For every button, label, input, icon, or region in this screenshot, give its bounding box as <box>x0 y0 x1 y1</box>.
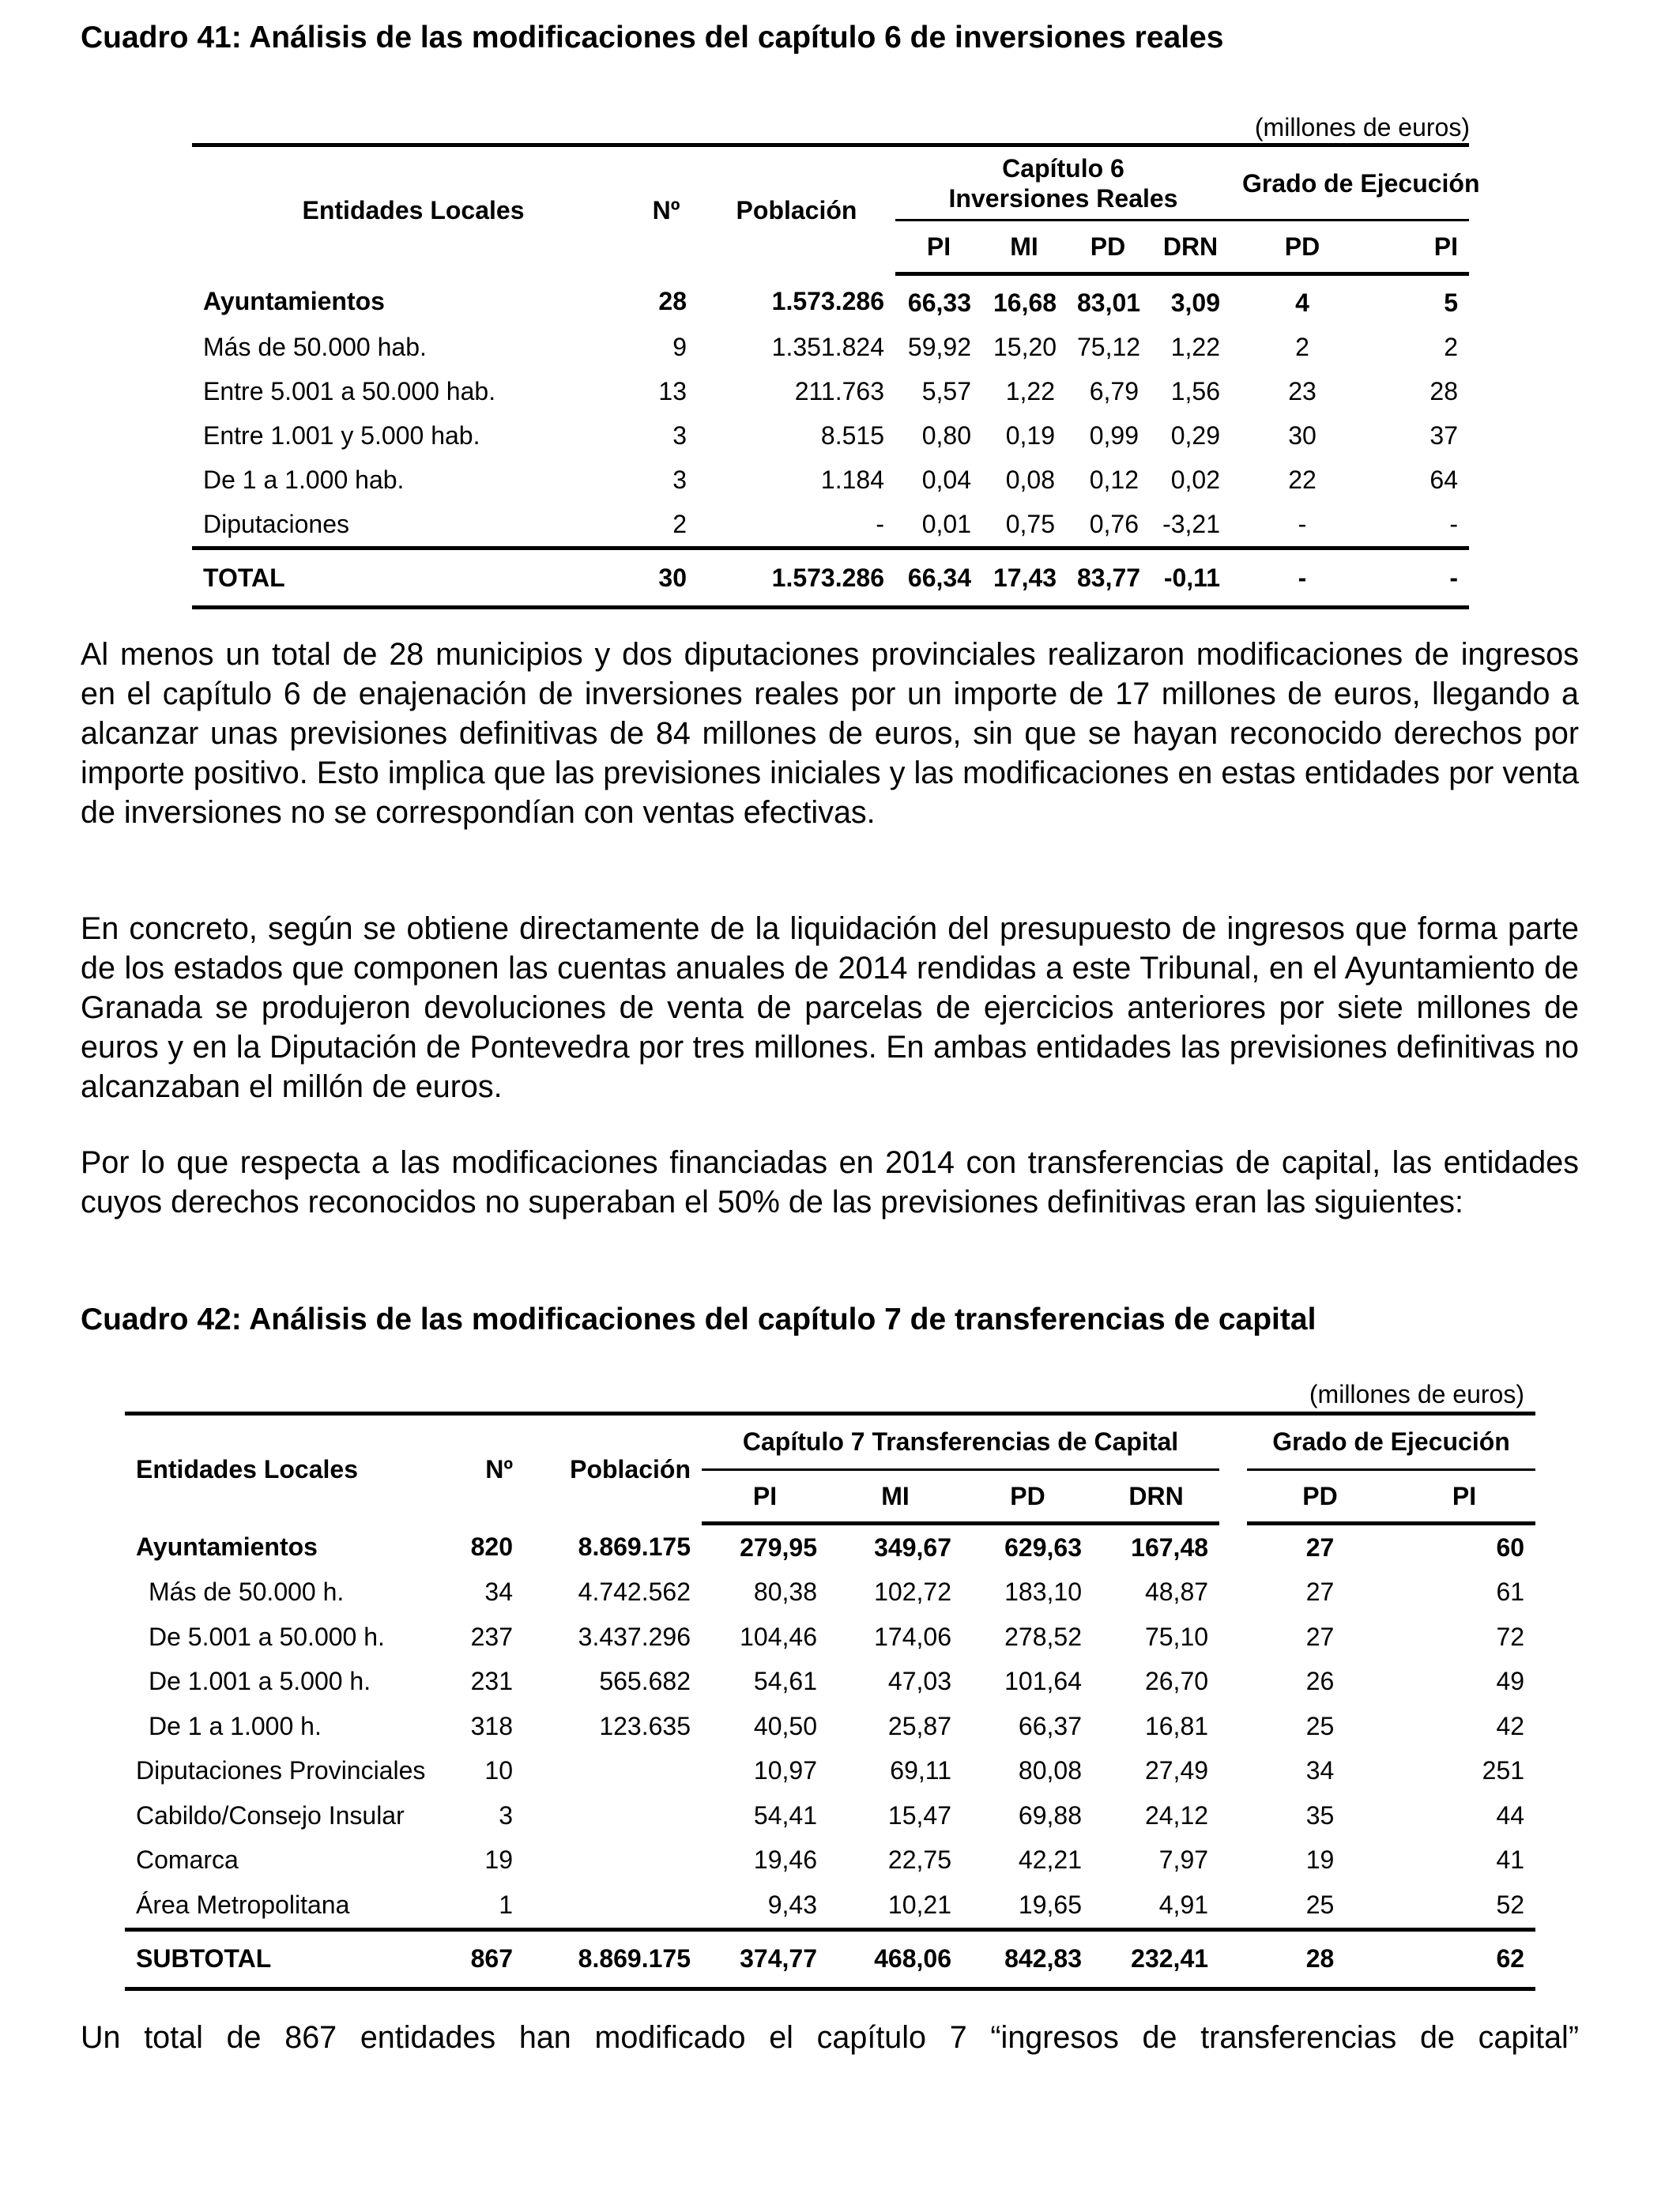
cell-mi: 102,72 <box>874 1578 951 1607</box>
cell-gap <box>1219 1749 1247 1794</box>
cell-pd: 80,08 <box>1018 1756 1082 1785</box>
cell-entity: Diputaciones Provinciales <box>136 1756 426 1785</box>
cell-drn: 1,22 <box>1170 332 1220 361</box>
cell-n: 13 <box>658 376 687 405</box>
table1-header-pd: PD <box>1066 221 1150 274</box>
cell-mi: 1,22 <box>1005 376 1055 405</box>
table2-header-mi: MI <box>828 1470 962 1524</box>
cell-exec-pi: 61 <box>1496 1578 1525 1607</box>
cell-pi: 0,04 <box>921 465 971 494</box>
table2-units: (millones de euros) <box>1309 1380 1524 1408</box>
cell-n: 30 <box>635 548 698 608</box>
table1-header-exec-pd: PD <box>1231 221 1373 274</box>
cell-n: 867 <box>433 1929 524 1989</box>
cell-drn: 4,91 <box>1158 1890 1209 1919</box>
cell-n: 231 <box>470 1667 513 1696</box>
table-row <box>192 274 1469 326</box>
table1-header-mi: MI <box>982 221 1066 274</box>
cell-exec-pi: 37 <box>1430 420 1459 450</box>
table-row <box>192 458 1469 502</box>
cell-drn: -0,11 <box>1150 548 1231 608</box>
table-row <box>192 369 1469 413</box>
cell-mi: 22,75 <box>887 1845 951 1875</box>
table-row <box>125 1838 1535 1883</box>
table2-header-drn: DRN <box>1093 1470 1219 1524</box>
cell-exec-pi: - <box>1373 548 1469 608</box>
cell-entity: Cabildo/Consejo Insular <box>136 1800 405 1830</box>
cell-pd: 69,88 <box>1018 1800 1082 1830</box>
cell-mi: 349,67 <box>874 1532 951 1562</box>
table1-header-exec-pi: PI <box>1373 221 1469 274</box>
cell-mi: 69,11 <box>890 1756 951 1785</box>
cell-n: 3 <box>672 420 687 450</box>
cell-population <box>524 1793 702 1838</box>
cell-entity: Comarca <box>136 1845 239 1875</box>
paragraph-2: En concreto, según se obtiene directamente de la liquidación del presupuesto de ingresos que forma parte de los estados que componen las cuentas anuales de 2014 rendidas a este Tribunal, en el Ayuntamiento de Granada se produjeron devoluciones de venta de parcelas de ejercicios anteriores por siete millones de euros y en la Diputación de Pontevedra por tres millones. En ambas entidades las previsiones definitivas no alcanzaban el millón de euros. <box>81 911 1579 1104</box>
cell-entity: Área Metropolitana <box>136 1890 350 1919</box>
cell-drn: 27,49 <box>1144 1756 1209 1785</box>
cell-n: 9 <box>672 332 687 361</box>
table-row <box>192 502 1469 548</box>
cell-gap <box>1219 1793 1247 1838</box>
cell-pd: 83,77 <box>1066 548 1150 608</box>
cell-exec-pi: 72 <box>1496 1622 1525 1651</box>
table1-header-n: Nº <box>652 195 680 224</box>
cell-exec-pd: 26 <box>1305 1667 1335 1696</box>
cell-drn: 0,02 <box>1170 465 1220 494</box>
cell-mi: 10,21 <box>887 1890 951 1919</box>
cell-pd: 6,79 <box>1089 376 1139 405</box>
cell-drn: 0,29 <box>1170 420 1220 450</box>
cell-population: 8.869.175 <box>524 1929 702 1989</box>
cell-entity: Ayuntamientos <box>203 287 385 316</box>
cell-mi: 47,03 <box>887 1667 951 1696</box>
cell-exec-pi: 60 <box>1496 1532 1525 1562</box>
table1-header-execution-group: Grado de Ejecución <box>1231 145 1469 221</box>
closing-paragraph: Un total de 867 entidades han modificado el capítulo 7 “ingresos de transferencias de capital” <box>81 2020 1579 2055</box>
cell-n: 2 <box>672 509 687 538</box>
cell-pi: 66,33 <box>907 288 971 317</box>
cell-drn: 48,87 <box>1144 1578 1209 1607</box>
cell-mi: 25,87 <box>887 1711 951 1740</box>
table2-header-gap <box>1219 1414 1247 1524</box>
table-row <box>125 1883 1535 1929</box>
cell-pd: 629,63 <box>1004 1532 1082 1562</box>
table1-header-pi: PI <box>895 221 982 274</box>
table-row <box>125 1793 1535 1838</box>
cell-pd: 278,52 <box>1004 1622 1082 1651</box>
cell-mi: 0,08 <box>1005 465 1055 494</box>
cell-population: 211.763 <box>794 376 884 405</box>
cell-exec-pd: 27 <box>1305 1622 1335 1651</box>
paragraph-3: Por lo que respecta a las modificaciones financiadas en 2014 con transferencias de capital, las entidades cuyos derechos reconocidos no superaban el 50% de las previsiones definitivas eran las siguientes: <box>81 1145 1579 1220</box>
cell-pi: 80,38 <box>753 1578 817 1607</box>
cell-n: 3 <box>499 1800 513 1830</box>
cell-pi: 66,34 <box>895 548 982 608</box>
cell-gap <box>1219 1883 1247 1929</box>
cell-exec-pi: - <box>1449 509 1459 538</box>
cell-entity: De 5.001 a 50.000 h. <box>149 1622 385 1651</box>
cell-gap <box>1219 1929 1247 1989</box>
cell-drn: 167,48 <box>1131 1532 1209 1562</box>
cell-entity: De 1.001 a 5.000 h. <box>149 1667 371 1696</box>
cell-population <box>524 1749 702 1794</box>
cell-exec-pd: 27 <box>1305 1532 1335 1562</box>
cell-mi: 17,43 <box>982 548 1066 608</box>
cell-exec-pi: 64 <box>1430 465 1459 494</box>
cell-pd: 0,12 <box>1089 465 1139 494</box>
cell-pd: 183,10 <box>1004 1578 1082 1607</box>
table-row <box>125 1704 1535 1749</box>
table2-header-pi: PI <box>702 1470 828 1524</box>
cell-entity: Más de 50.000 hab. <box>203 332 427 361</box>
cell-pi: 5,57 <box>921 376 971 405</box>
table2-header-population: Población <box>570 1454 691 1483</box>
table1-header-population: Población <box>736 195 857 224</box>
table2-header-execution-group: Grado de Ejecución <box>1247 1414 1535 1470</box>
cell-n: 237 <box>470 1622 513 1651</box>
cell-n: 28 <box>658 287 687 316</box>
cell-population: 1.184 <box>820 465 884 494</box>
cell-exec-pi: 5 <box>1444 288 1459 317</box>
cell-n: 318 <box>470 1711 513 1740</box>
cell-pd: 42,21 <box>1018 1845 1082 1875</box>
cell-exec-pi: 2 <box>1444 332 1459 361</box>
cell-entity: De 1 a 1.000 hab. <box>203 465 405 494</box>
cell-pd: 0,76 <box>1089 509 1139 538</box>
table2-header-chapter-group: Capítulo 7 Transferencias de Capital <box>702 1414 1219 1470</box>
cell-exec-pd: - <box>1231 548 1373 608</box>
cell-mi: 15,47 <box>887 1800 951 1830</box>
table-row <box>125 1660 1535 1705</box>
cell-pd: 75,12 <box>1077 332 1141 361</box>
table1 <box>192 143 1480 609</box>
cell-exec-pi: 44 <box>1496 1800 1525 1830</box>
cell-entity: Diputaciones <box>203 509 349 538</box>
cell-n: 34 <box>484 1578 513 1607</box>
table-total-row <box>192 548 1469 608</box>
cell-drn: 232,41 <box>1093 1929 1219 1989</box>
cell-drn: 7,97 <box>1158 1845 1209 1875</box>
cell-pi: 279,95 <box>740 1532 817 1562</box>
cell-drn: 75,10 <box>1144 1622 1209 1651</box>
cell-mi: 16,68 <box>993 288 1057 317</box>
cell-n: 19 <box>484 1845 513 1875</box>
cell-pi: 59,92 <box>907 332 971 361</box>
cell-drn: 24,12 <box>1144 1800 1209 1830</box>
table-row <box>125 1570 1535 1615</box>
table2-header-pd: PD <box>962 1470 1093 1524</box>
cell-pi: 54,61 <box>753 1667 817 1696</box>
table1-header-chapter-group: Capítulo 6 Inversiones Reales <box>895 145 1231 221</box>
cell-gap <box>1219 1570 1247 1615</box>
table2-header-exec-pi: PI <box>1393 1470 1535 1524</box>
cell-pd: 83,01 <box>1077 288 1141 317</box>
cell-pi: 10,97 <box>753 1756 817 1785</box>
cell-population: 123.635 <box>599 1711 691 1740</box>
cell-population: 1.573.286 <box>771 287 884 316</box>
cell-mi: 468,06 <box>828 1929 962 1989</box>
cell-entity: SUBTOTAL <box>125 1929 433 1989</box>
cell-exec-pd: 2 <box>1295 332 1309 361</box>
cell-population: 8.515 <box>820 420 884 450</box>
cell-population: 8.869.175 <box>578 1532 691 1561</box>
cell-mi: 0,19 <box>1005 420 1055 450</box>
cell-population: 1.351.824 <box>771 332 884 361</box>
cell-population: 565.682 <box>599 1667 691 1696</box>
cell-exec-pd: 22 <box>1288 465 1317 494</box>
table2-header-n: Nº <box>485 1454 513 1483</box>
cell-exec-pd: 23 <box>1288 376 1317 405</box>
cell-entity: De 1 a 1.000 h. <box>149 1711 322 1740</box>
cell-pi: 0,80 <box>921 420 971 450</box>
cell-exec-pd: 35 <box>1305 1800 1335 1830</box>
cell-gap <box>1219 1660 1247 1705</box>
cell-entity: TOTAL <box>192 548 635 608</box>
cell-pi: 40,50 <box>753 1711 817 1740</box>
cell-entity: Entre 5.001 a 50.000 hab. <box>203 376 496 405</box>
cell-exec-pd: 28 <box>1247 1929 1393 1989</box>
table-row <box>192 413 1469 458</box>
table-row <box>125 1524 1535 1570</box>
cell-drn: -3,21 <box>1162 509 1220 538</box>
table-total-row <box>125 1929 1535 1989</box>
cell-drn: 16,81 <box>1144 1711 1209 1740</box>
cell-exec-pi: 62 <box>1393 1929 1535 1989</box>
cell-population <box>524 1883 702 1929</box>
cell-pd: 19,65 <box>1018 1890 1082 1919</box>
cell-exec-pd: 25 <box>1305 1890 1335 1919</box>
cell-exec-pd: - <box>1298 509 1307 538</box>
table-row <box>192 325 1469 369</box>
cell-exec-pd: 27 <box>1305 1578 1335 1607</box>
cell-pd: 0,99 <box>1089 420 1139 450</box>
cell-pi: 374,77 <box>702 1929 828 1989</box>
cell-entity: Más de 50.000 h. <box>149 1578 345 1607</box>
cell-exec-pi: 28 <box>1430 376 1459 405</box>
cell-exec-pd: 25 <box>1305 1711 1335 1740</box>
table2-title: Cuadro 42: Análisis de las modificaciones del capítulo 7 de transferencias de capital <box>81 1302 1317 1336</box>
cell-population: 3.437.296 <box>578 1622 691 1651</box>
cell-exec-pi: 52 <box>1496 1890 1525 1919</box>
cell-exec-pd: 4 <box>1295 288 1309 317</box>
cell-entity: Entre 1.001 y 5.000 hab. <box>203 420 480 450</box>
cell-pi: 54,41 <box>753 1800 817 1830</box>
cell-gap <box>1219 1704 1247 1749</box>
cell-exec-pi: 42 <box>1496 1711 1525 1740</box>
table-row <box>125 1749 1535 1794</box>
cell-n: 3 <box>672 465 687 494</box>
cell-gap <box>1219 1615 1247 1660</box>
cell-drn: 1,56 <box>1170 376 1220 405</box>
cell-entity: Ayuntamientos <box>136 1532 318 1561</box>
cell-pi: 19,46 <box>753 1845 817 1875</box>
cell-mi: 15,20 <box>993 332 1057 361</box>
cell-exec-pd: 19 <box>1305 1845 1335 1875</box>
cell-pd: 842,83 <box>962 1929 1093 1989</box>
cell-exec-pi: 41 <box>1496 1845 1525 1875</box>
cell-population: - <box>876 509 884 538</box>
cell-gap <box>1219 1838 1247 1883</box>
cell-exec-pd: 34 <box>1305 1756 1335 1785</box>
cell-mi: 174,06 <box>874 1622 951 1651</box>
table2-header-entities: Entidades Locales <box>136 1454 358 1483</box>
cell-population <box>524 1838 702 1883</box>
cell-pd: 101,64 <box>1004 1667 1082 1696</box>
cell-drn: 26,70 <box>1144 1667 1209 1696</box>
cell-mi: 0,75 <box>1005 509 1055 538</box>
cell-pi: 9,43 <box>767 1890 817 1919</box>
cell-exec-pi: 251 <box>1482 1756 1525 1785</box>
cell-gap <box>1219 1524 1247 1570</box>
cell-pi: 0,01 <box>921 509 971 538</box>
cell-n: 820 <box>470 1532 513 1561</box>
table2-header-exec-pd: PD <box>1247 1470 1393 1524</box>
table1-units: (millones de euros) <box>1254 113 1470 141</box>
cell-exec-pd: 30 <box>1288 420 1317 450</box>
table2 <box>125 1412 1535 1991</box>
table1-title: Cuadro 41: Análisis de las modificaciones del capítulo 6 de inversiones reales <box>81 21 1224 55</box>
paragraph-1: Al menos un total de 28 municipios y dos diputaciones provinciales realizaron modificaciones de ingresos en el capítulo 6 de enajenación de inversiones reales por un importe de 17 millones de euros, llegando a alcanzar unas previsiones definitivas de 84 millones de euros, sin que se hayan reconocido derechos por importe positivo. Esto implica que las previsiones iniciales y las modificaciones en estas entidades por venta de inversiones no se correspondían con ventas efectivas. <box>81 637 1579 830</box>
table-row <box>125 1615 1535 1660</box>
cell-pd: 66,37 <box>1018 1711 1082 1740</box>
table1-header-drn: DRN <box>1150 221 1231 274</box>
cell-pi: 104,46 <box>740 1622 817 1651</box>
cell-population: 4.742.562 <box>578 1578 691 1607</box>
table1-header-entities: Entidades Locales <box>302 195 525 224</box>
cell-exec-pi: 49 <box>1496 1667 1525 1696</box>
cell-drn: 3,09 <box>1170 288 1220 317</box>
cell-n: 1 <box>499 1890 513 1919</box>
cell-population: 1.573.286 <box>698 548 895 608</box>
cell-n: 10 <box>484 1756 513 1785</box>
